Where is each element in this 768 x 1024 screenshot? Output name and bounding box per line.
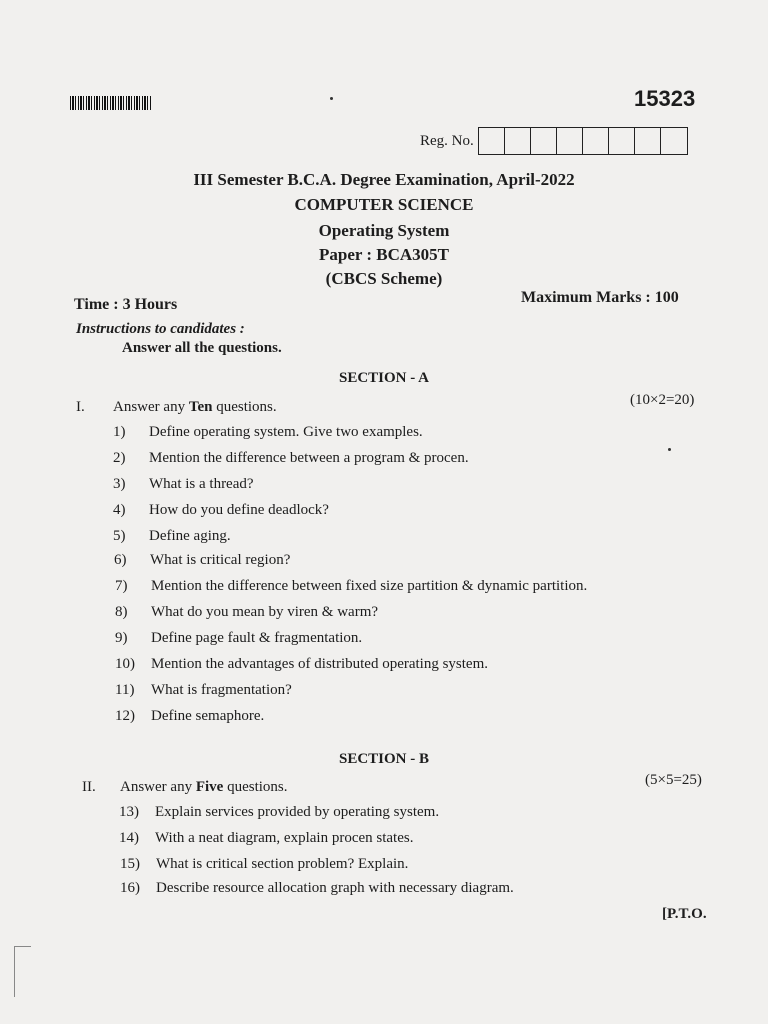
section-a-title: SECTION - A — [338, 370, 430, 386]
question-text: With a neat diagram, explain procen states. — [155, 830, 414, 846]
time-label: Time : 3 Hours — [74, 296, 178, 313]
question-item — [120, 880, 514, 897]
scheme-title: (CBCS Scheme) — [325, 269, 443, 288]
subject-title: COMPUTER SCIENCE — [294, 195, 474, 214]
instructions-heading: Instructions to candidates : — [76, 321, 245, 337]
instruction-suffix: questions. — [212, 399, 277, 415]
course-title: Operating System — [318, 221, 450, 240]
question-text: Mention the advantages of distributed operating system. — [151, 656, 489, 672]
question-item — [119, 830, 413, 847]
reg-no-box[interactable] — [479, 128, 505, 154]
max-marks-label: Maximum Marks : 100 — [521, 289, 679, 306]
question-number: 2) — [113, 450, 126, 466]
question-number: 4) — [113, 502, 126, 518]
reg-no-label: Reg. No. — [420, 133, 474, 149]
reg-no-box[interactable] — [557, 128, 583, 154]
question-item — [113, 476, 254, 493]
question-text: How do you define deadlock? — [149, 502, 329, 518]
question-item — [115, 708, 264, 725]
question-text: What do you mean by viren & warm? — [151, 604, 379, 620]
question-number: 3) — [113, 476, 126, 492]
instruction-count: Five — [195, 779, 224, 795]
question-text: Explain services provided by operating system. — [155, 804, 440, 820]
question-number: 13) — [119, 804, 139, 820]
question-item — [115, 656, 488, 673]
question-number: 6) — [114, 552, 127, 568]
question-number: 8) — [115, 604, 128, 620]
question-number: 15) — [120, 856, 140, 872]
scan-edge-mark — [14, 946, 31, 997]
question-item — [113, 450, 469, 467]
question-number: 9) — [115, 630, 128, 646]
question-item — [115, 578, 587, 595]
question-item — [113, 502, 329, 519]
question-item — [113, 424, 423, 441]
section-b-title: SECTION - B — [338, 751, 430, 767]
reg-no-boxes[interactable] — [478, 127, 688, 155]
exam-title: III Semester B.C.A. Degree Examination, April-2022 — [193, 170, 575, 189]
question-text: What is fragmentation? — [151, 682, 292, 698]
instruction-count: Ten — [188, 399, 213, 415]
question-number: 16) — [120, 880, 140, 896]
reg-no-box[interactable] — [531, 128, 557, 154]
question-item — [113, 528, 231, 545]
question-text: What is a thread? — [149, 476, 254, 492]
pto-label: [P.T.O. — [662, 906, 707, 922]
reg-no-box[interactable] — [505, 128, 531, 154]
section-b-marks: (5×5=25) — [645, 772, 702, 788]
question-text: Define page fault & fragmentation. — [151, 630, 363, 646]
question-item — [114, 552, 290, 569]
question-text: Define semaphore. — [151, 708, 265, 724]
section-b-instruction — [120, 779, 288, 796]
question-text: Mention the difference between a program & procen. — [149, 450, 469, 466]
question-text: Mention the difference between fixed size partition & dynamic partition. — [151, 578, 588, 594]
question-text: Define operating system. Give two examples. — [149, 424, 423, 440]
section-a-instruction — [113, 399, 277, 416]
question-number: 7) — [115, 578, 128, 594]
reg-no-box[interactable] — [609, 128, 635, 154]
question-item — [115, 682, 292, 699]
question-number: 1) — [113, 424, 126, 440]
question-number: 14) — [119, 830, 139, 846]
question-item — [115, 630, 362, 647]
question-number: 11) — [115, 682, 135, 698]
instruction-suffix: questions. — [223, 779, 288, 795]
question-item — [115, 604, 378, 621]
scan-dot — [330, 97, 333, 100]
instructions-body: Answer all the questions. — [122, 340, 282, 356]
question-number: 12) — [115, 708, 135, 724]
section-a-roman: I. — [76, 399, 85, 415]
question-item — [120, 856, 408, 873]
section-a-marks: (10×2=20) — [630, 392, 695, 408]
reg-no-box[interactable] — [635, 128, 661, 154]
question-text: What is critical section problem? Explain. — [156, 856, 409, 872]
question-item — [119, 804, 439, 821]
paper-code: 15323 — [634, 86, 696, 111]
scan-dot — [668, 448, 671, 451]
question-text: Describe resource allocation graph with necessary diagram. — [156, 880, 514, 896]
question-number: 10) — [115, 656, 135, 672]
section-b-roman: II. — [82, 779, 96, 795]
reg-no-box[interactable] — [583, 128, 609, 154]
question-text: Define aging. — [149, 528, 231, 544]
question-number: 5) — [113, 528, 126, 544]
instruction-prefix: Answer any — [113, 399, 189, 415]
barcode-image — [70, 96, 152, 110]
instruction-prefix: Answer any — [120, 779, 196, 795]
paper-title: Paper : BCA305T — [318, 245, 449, 264]
question-text: What is critical region? — [150, 552, 291, 568]
reg-no-box[interactable] — [661, 128, 687, 154]
